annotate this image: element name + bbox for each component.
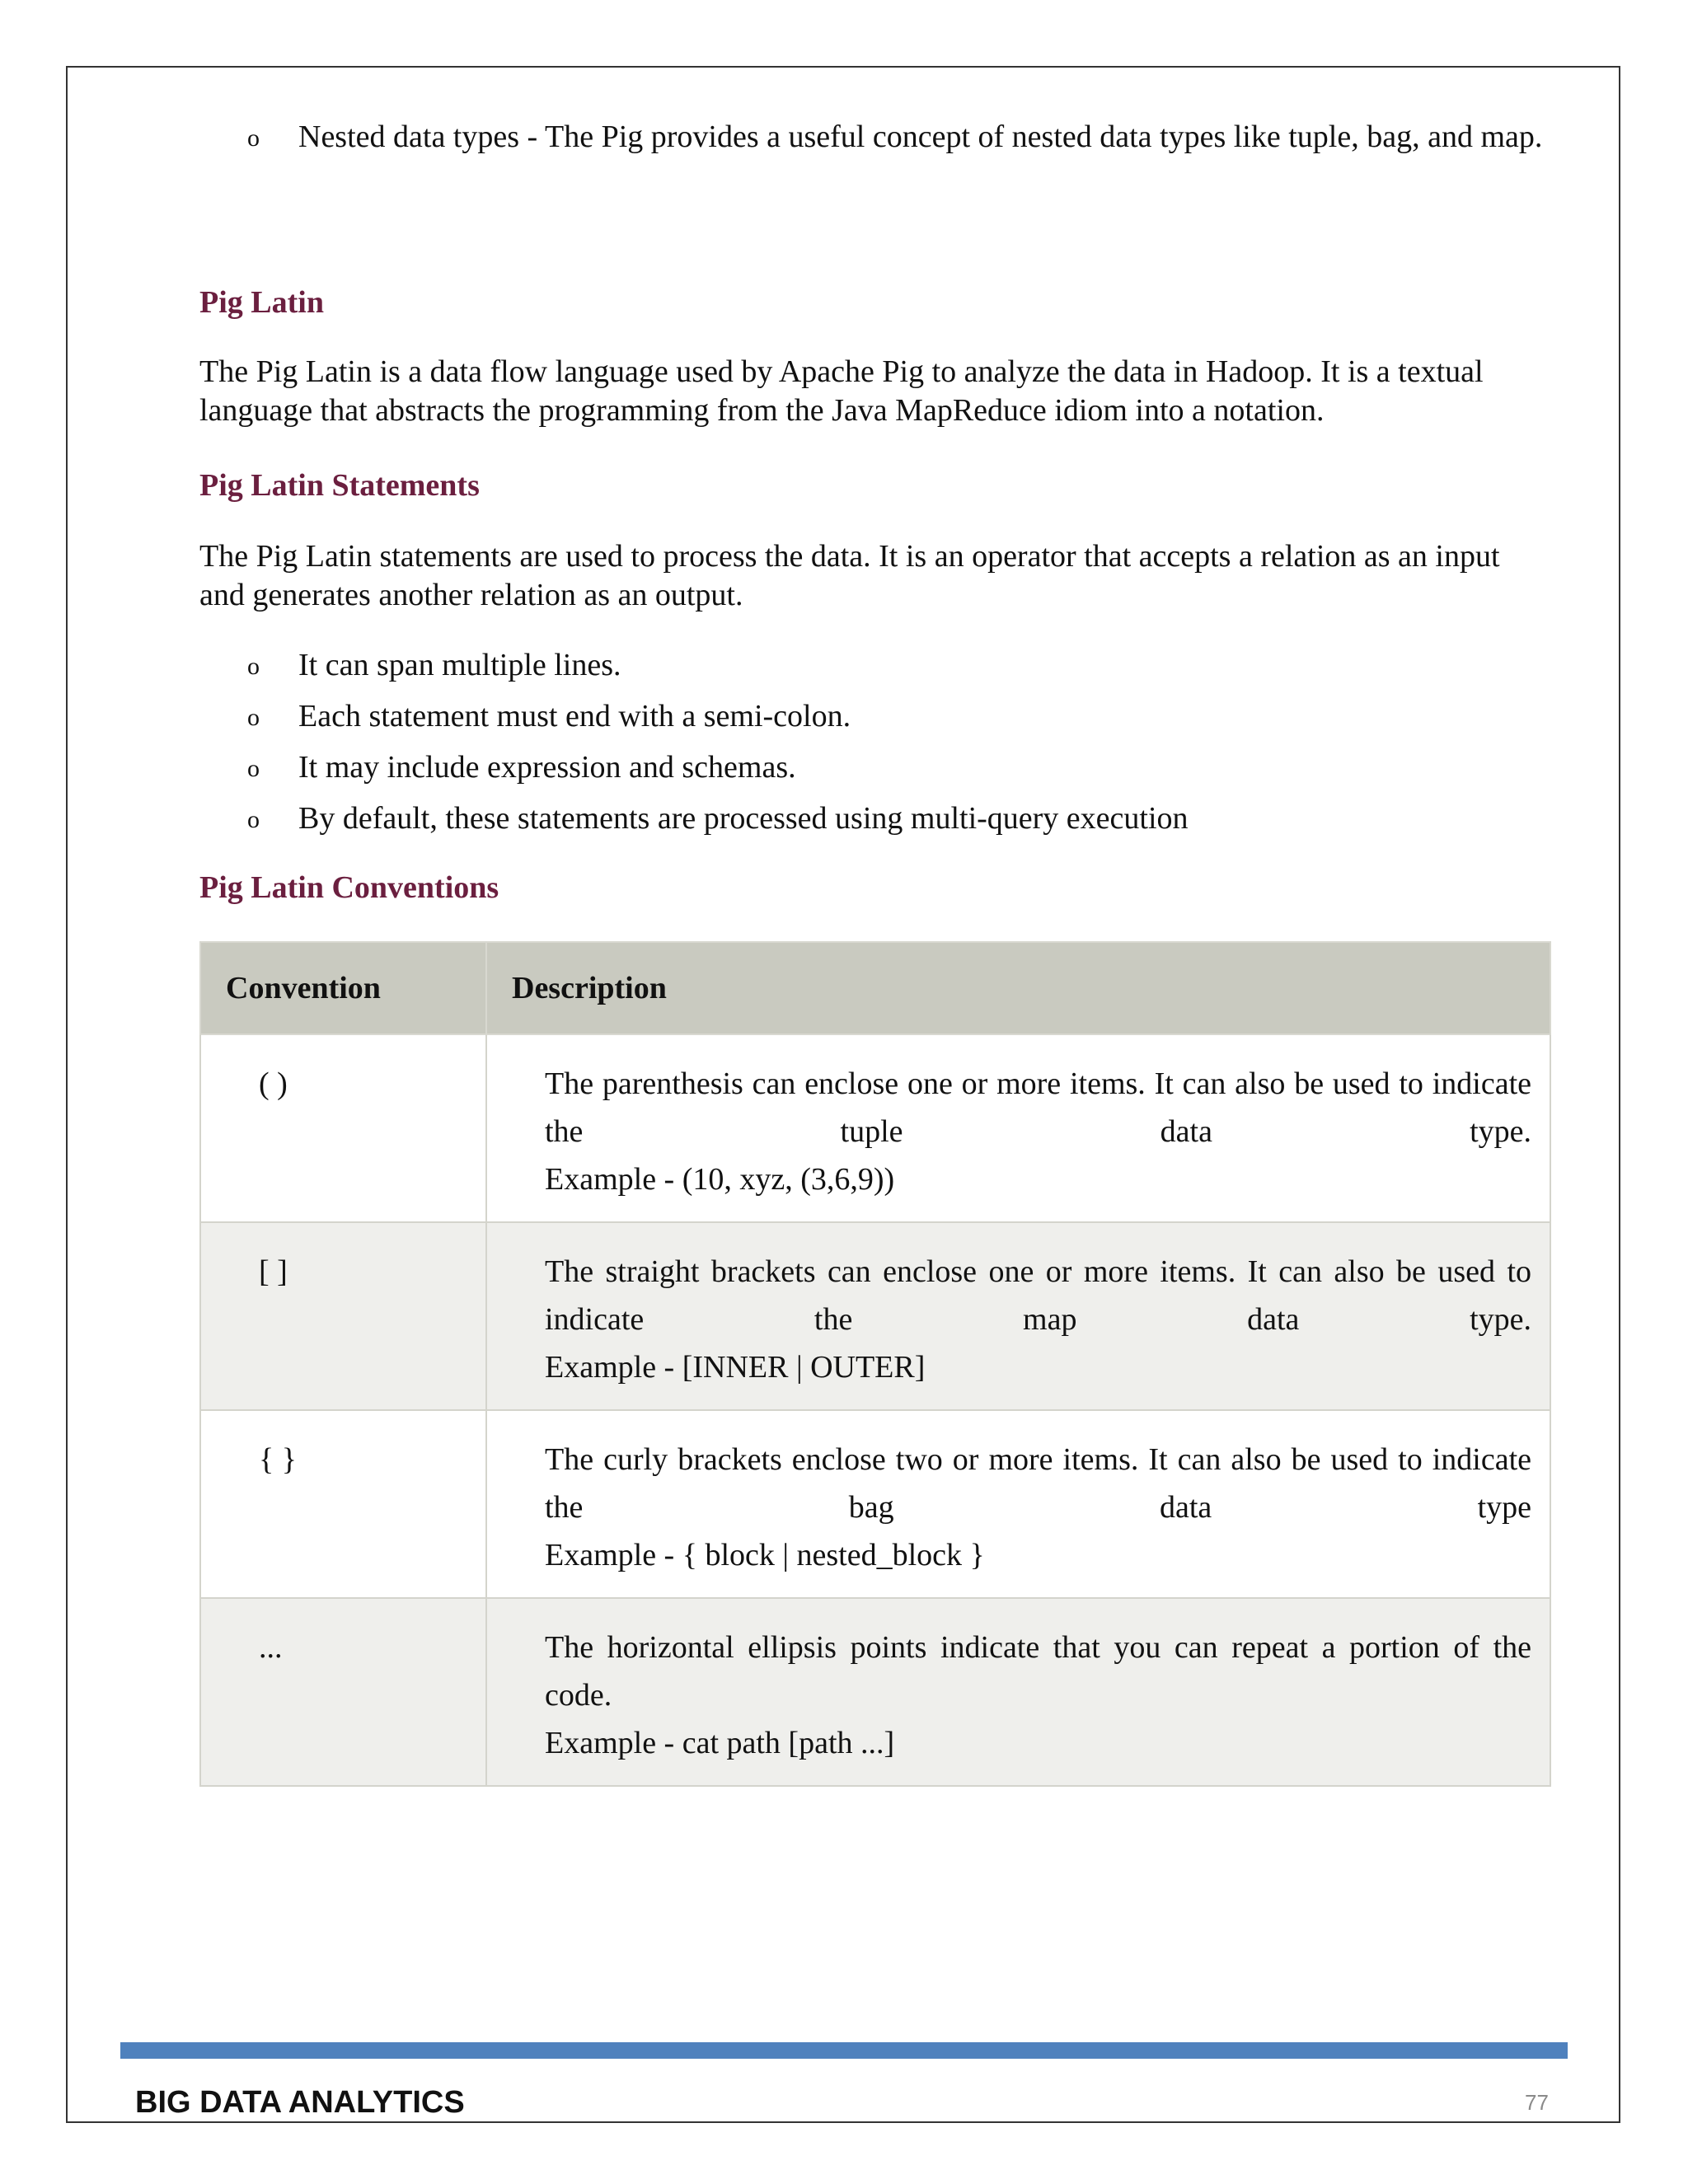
description-cell bbox=[486, 1410, 1550, 1598]
section-heading-conventions: Pig Latin Conventions bbox=[199, 870, 499, 905]
bullet-circle-icon: o bbox=[247, 704, 260, 731]
bullet-circle-icon: o bbox=[247, 124, 260, 152]
footer-bar bbox=[120, 2042, 1568, 2059]
list-item-text: It may include expression and schemas. bbox=[298, 750, 796, 785]
description-text: The straight brackets can enclose one or more items. It can also be used to indicate the map data type. bbox=[545, 1254, 1531, 1337]
footer-title: BIG DATA ANALYTICS bbox=[135, 2085, 465, 2120]
example-text: Example - [INNER | OUTER] bbox=[545, 1350, 926, 1385]
pig-latin-paragraph: The Pig Latin is a data flow language used by Apache Pig to analyze the data in Hadoop. It is a textual language that abstracts the programming from the Java MapReduce idiom into a notation. bbox=[199, 354, 1484, 428]
list-item-text: It can span multiple lines. bbox=[298, 648, 621, 682]
table-row bbox=[200, 1410, 1550, 1598]
description-text: The horizontal ellipsis points indicate that you can repeat a portion of the code. bbox=[545, 1630, 1531, 1713]
statements-bullet-list bbox=[199, 644, 1551, 839]
example-text: Example - cat path [path ...] bbox=[545, 1726, 895, 1760]
list-item bbox=[199, 798, 1551, 839]
bullet-circle-icon: o bbox=[247, 806, 260, 833]
list-item-text: Nested data types - The Pig provides a useful concept of nested data types like tuple, bag, and map. bbox=[298, 120, 1543, 154]
example-text: Example - (10, xyz, (3,6,9)) bbox=[545, 1162, 895, 1197]
convention-cell: { } bbox=[200, 1410, 486, 1598]
bullet-circle-icon: o bbox=[247, 653, 260, 680]
description-text: The parenthesis can enclose one or more items. It can also be used to indicate the tuple data type. bbox=[545, 1066, 1531, 1149]
convention-cell: ( ) bbox=[200, 1034, 486, 1222]
conventions-table bbox=[199, 941, 1551, 1787]
section-heading-pig-latin: Pig Latin bbox=[199, 285, 324, 320]
page-number: 77 bbox=[1525, 2090, 1549, 2115]
list-item bbox=[199, 747, 1551, 788]
table-header-row bbox=[200, 942, 1550, 1034]
statements-paragraph: The Pig Latin statements are used to process the data. It is an operator that accepts a relation as an input and generates another relation as an output. bbox=[199, 539, 1500, 612]
page-content bbox=[199, 115, 1551, 1787]
bullet-circle-icon: o bbox=[247, 755, 260, 782]
table-row bbox=[200, 1222, 1550, 1410]
convention-cell: ... bbox=[200, 1598, 486, 1786]
table-row bbox=[200, 1034, 1550, 1222]
table-row bbox=[200, 1598, 1550, 1786]
description-cell bbox=[486, 1598, 1550, 1786]
section-heading-statements: Pig Latin Statements bbox=[199, 468, 480, 503]
description-text: The curly brackets enclose two or more items. It can also be used to indicate the bag data type bbox=[545, 1442, 1531, 1525]
list-item bbox=[199, 115, 1551, 158]
list-item-text: Each statement must end with a semi-colon. bbox=[298, 699, 851, 733]
list-item bbox=[199, 696, 1551, 737]
list-item-text: By default, these statements are processed using multi-query execution bbox=[298, 801, 1189, 836]
example-text: Example - { block | nested_block } bbox=[545, 1538, 985, 1572]
convention-cell: [ ] bbox=[200, 1222, 486, 1410]
description-cell bbox=[486, 1034, 1550, 1222]
column-header-description: Description bbox=[486, 942, 1550, 1034]
description-cell bbox=[486, 1222, 1550, 1410]
column-header-convention: Convention bbox=[200, 942, 486, 1034]
list-item bbox=[199, 644, 1551, 686]
top-bullet-list bbox=[199, 115, 1551, 158]
